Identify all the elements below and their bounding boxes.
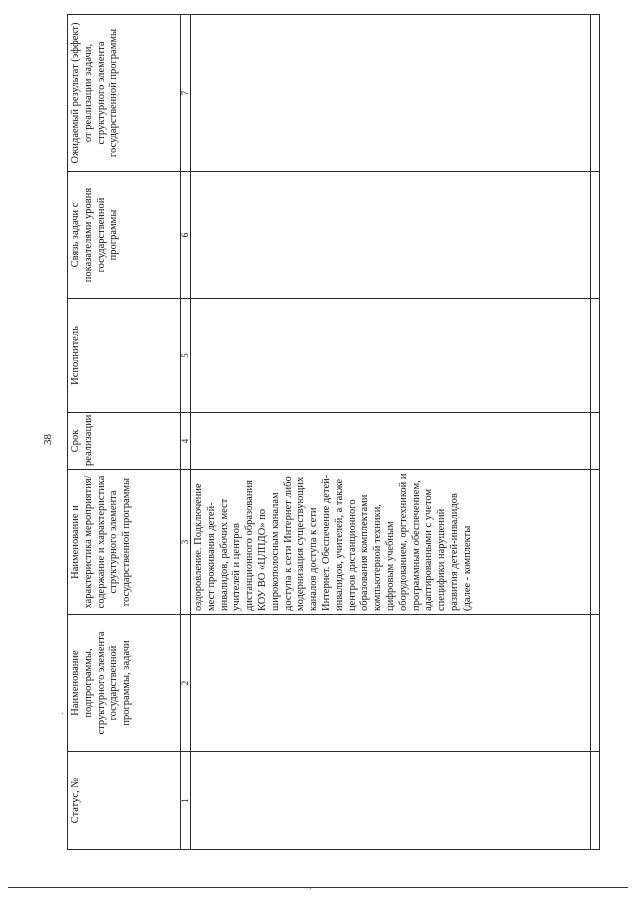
header-term: Срок реализации [68,413,181,470]
header-measure: Наименование и характеристика мероприятия/содержание и характеристика структурного элемента государственной программы [68,470,181,615]
cell-expected-result [191,15,591,172]
header-executor: Исполнитель [68,299,181,413]
column-number: 1 [181,752,191,850]
cell-status [191,752,591,850]
column-number: 2 [181,615,191,752]
header-indicators-link: Связь задачи с показателями уровня государственной программы [68,172,181,299]
column-number: 4 [181,413,191,470]
cell-subprogram [191,615,591,752]
column-number: 3 [181,470,191,615]
empty-cell [591,299,600,413]
empty-cell [591,413,600,470]
empty-cell [591,615,600,752]
column-number: 6 [181,172,191,299]
cell-indicators-link [191,172,591,299]
empty-trailing-row [591,15,600,850]
footer-rule [8,887,628,888]
header-expected-result: Ожидаемый результат (эффект) от реализации задачи, структурного элемента государственной программы [68,15,181,172]
cell-executor [191,299,591,413]
scan-speck [310,888,311,889]
header-subprogram: Наименование подпрограммы, структурного элемента государственной программы, задачи [68,615,181,752]
column-number: 5 [181,299,191,413]
scan-speck [62,713,63,714]
column-number-row [181,15,191,850]
table-row [191,15,591,850]
empty-cell [591,15,600,172]
page-number: 38 [42,434,54,445]
empty-cell [591,470,600,615]
header-row [68,15,181,850]
header-status: Статус, № [68,752,181,850]
cell-term [191,413,591,470]
cell-measure: оздоровление. Подключение мест проживания детей-инвалидов, рабочих мест учителей и центров дистанционного образования КОУ ВО «ЦЛПДО» по широкополосным каналам доступа к сети Интернет либо модернизация существующих каналов доступа к сети Интернет. Обеспечение детей-инвалидов, учителей, а также центров дистанционного образования комплектами компьютерной техники, цифровым учебным оборудованием, оргтехникой и программным обеспечением, адаптированными с учетом специфики нарушений развития детей-инвалидов (далее - комплекты [191,470,591,615]
column-number: 7 [181,15,191,172]
empty-cell [591,172,600,299]
empty-cell [591,752,600,850]
rotated-table-container [67,15,600,850]
program-table [67,14,600,850]
